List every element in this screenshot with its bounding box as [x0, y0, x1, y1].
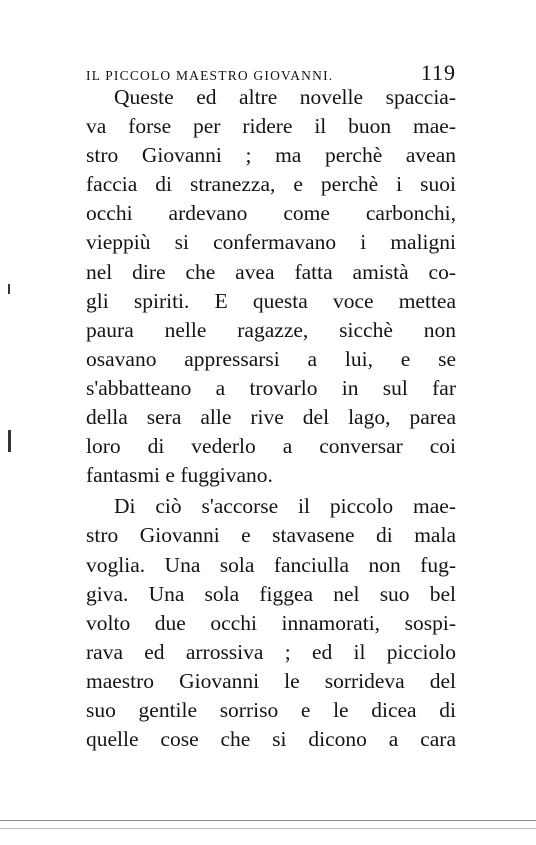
- text-line: fantasmi e fuggivano.: [86, 463, 273, 488]
- paragraph: [86, 492, 456, 754]
- margin-mark: [8, 284, 10, 294]
- text-line: paura nelle ragazze, sicchè non: [86, 317, 456, 342]
- text-line: rava ed arrossiva ; ed il picciolo: [86, 639, 456, 664]
- text-line: maestro Giovanni le sorrideva del: [86, 668, 456, 693]
- text-line: stro Giovanni e stavasene di mala: [86, 523, 456, 548]
- text-line: va forse per ridere il buon mae-: [86, 114, 456, 139]
- text-line: giva. Una sola figgea nel suo bel: [86, 581, 456, 606]
- text-line: faccia di stranezza, e perchè i suoi: [86, 172, 456, 197]
- text-line: voglia. Una sola fanciulla non fug-: [86, 552, 456, 577]
- text-line: s'abbatteano a trovarlo in sul far: [86, 375, 456, 400]
- text-line: gli spiriti. E questa voce mettea: [86, 288, 456, 313]
- running-head: IL PICCOLO MAESTRO GIOVANNI.: [86, 68, 334, 83]
- text-line: Queste ed altre novelle spaccia-: [114, 85, 456, 109]
- page-edge: [0, 828, 536, 829]
- text-line: nel dire che avea fatta amistà co-: [86, 259, 456, 284]
- text-line: occhi ardevano come carbonchi,: [86, 201, 456, 226]
- text-line: della sera alle rive del lago, parea: [86, 405, 456, 430]
- text-line: Di ciò s'accorse il piccolo mae-: [114, 494, 456, 519]
- page-edge: [0, 820, 536, 821]
- page-number: 119: [420, 60, 456, 85]
- text-line: quelle cose che si dicono a cara: [86, 727, 456, 752]
- text-line: loro di vederlo a conversar coi: [86, 434, 456, 459]
- margin-mark: [8, 430, 11, 452]
- text-line: volto due occhi innamorati, sospi-: [86, 610, 456, 635]
- text-line: suo gentile sorriso e le dicea di: [86, 697, 456, 722]
- page-header: [86, 60, 456, 84]
- body-text: [86, 83, 456, 754]
- paragraph: [86, 83, 456, 490]
- text-line: stro Giovanni ; ma perchè avean: [86, 143, 456, 168]
- text-line: osavano appressarsi a lui, e se: [86, 346, 456, 371]
- text-line: vieppiù si confermavano i maligni: [86, 230, 456, 255]
